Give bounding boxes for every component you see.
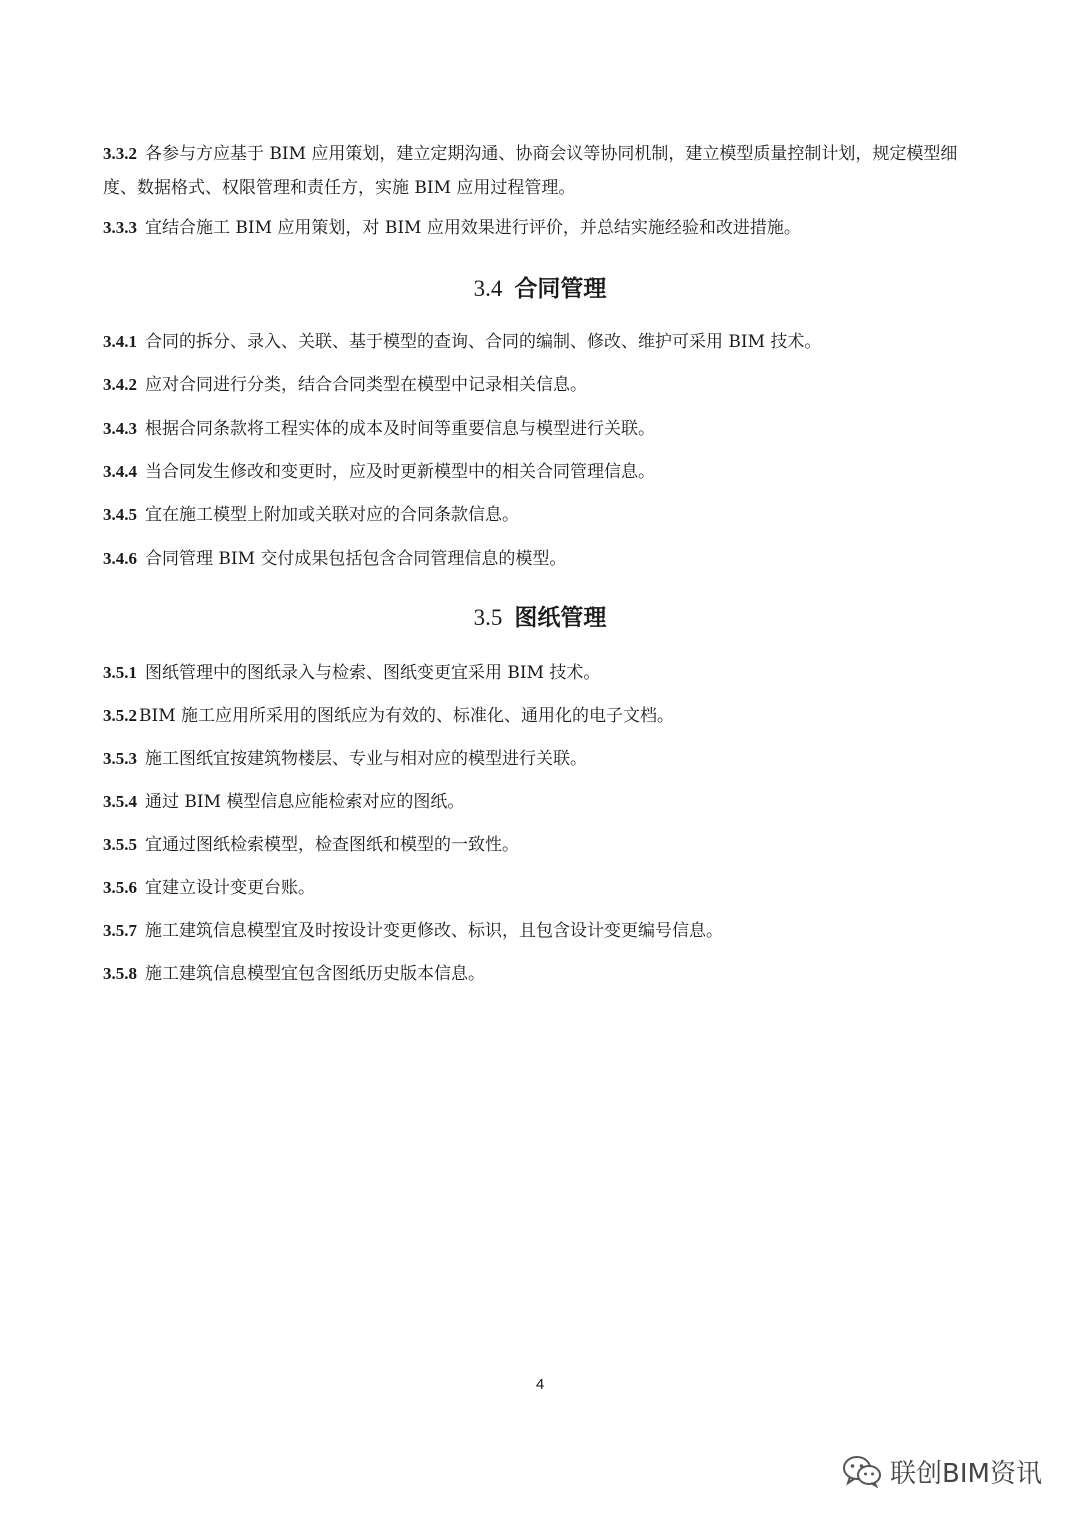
clause-text: 合同的拆分、录入、关联、基于模型的查询、合同的编制、修改、维护可采用 BIM 技术。 <box>145 332 822 352</box>
clause-number: 3.4.3 <box>103 419 137 438</box>
clause-number: 3.5.7 <box>103 921 137 940</box>
clause-3-5-8 <box>103 957 983 991</box>
section-number: 3.5 <box>473 605 503 630</box>
clause-text: 施工建筑信息模型宜包含图纸历史版本信息。 <box>145 964 485 984</box>
clause-number: 3.3.3 <box>103 218 137 237</box>
clause-number: 3.5.2 <box>103 706 137 725</box>
clause-number: 3.4.1 <box>103 332 137 351</box>
clause-3-3-3 <box>103 211 983 245</box>
clause-text: 宜建立设计变更台账。 <box>145 878 315 898</box>
clause-number: 3.4.5 <box>103 505 137 524</box>
clause-number: 3.5.8 <box>103 964 137 983</box>
clause-text: 图纸管理中的图纸录入与检索、图纸变更宜采用 BIM 技术。 <box>145 663 601 683</box>
clause-number: 3.4.4 <box>103 462 137 481</box>
clause-3-4-6 <box>103 542 983 576</box>
clause-text: BIM 施工应用所采用的图纸应为有效的、标准化、通用化的电子文档。 <box>139 706 675 726</box>
clause-text: 应对合同进行分类，结合合同类型在模型中记录相关信息。 <box>145 375 587 395</box>
clause-number: 3.5.5 <box>103 835 137 854</box>
clause-3-5-2 <box>103 699 983 733</box>
clause-3-4-2 <box>103 368 983 402</box>
section-title: 图纸管理 <box>514 605 607 631</box>
clause-3-4-5 <box>103 498 983 532</box>
section-title: 合同管理 <box>514 276 607 302</box>
clause-number: 3.4.6 <box>103 549 137 568</box>
clause-3-4-4 <box>103 455 983 489</box>
clause-text: 根据合同条款将工程实体的成本及时间等重要信息与模型进行关联。 <box>145 419 655 439</box>
section-heading-3-5 <box>0 599 1080 632</box>
clause-3-5-3 <box>103 742 983 776</box>
clause-3-5-4 <box>103 785 983 819</box>
watermark-text: 联创BIM资讯 <box>890 1458 1042 1489</box>
clause-text: 施工建筑信息模型宜及时按设计变更修改、标识，且包含设计变更编号信息。 <box>145 921 723 941</box>
clause-3-3-2 <box>103 137 983 205</box>
clause-3-5-5 <box>103 828 983 862</box>
clause-text: 通过 BIM 模型信息应能检索对应的图纸。 <box>145 792 465 812</box>
clause-number: 3.4.2 <box>103 375 137 394</box>
clause-3-5-6 <box>103 871 983 905</box>
section-heading-3-4 <box>0 270 1080 303</box>
clause-number: 3.5.6 <box>103 878 137 897</box>
clause-text: 宜通过图纸检索模型，检查图纸和模型的一致性。 <box>145 835 519 855</box>
wechat-icon <box>842 1454 882 1488</box>
clause-3-5-1 <box>103 656 983 690</box>
clause-number: 3.5.3 <box>103 749 137 768</box>
clause-text: 宜结合施工 BIM 应用策划，对 BIM 应用效果进行评价，并总结实施经验和改进措施。 <box>145 218 801 238</box>
clause-number: 3.5.1 <box>103 663 137 682</box>
clause-number: 3.3.2 <box>103 144 137 163</box>
clause-number: 3.5.4 <box>103 792 137 811</box>
clause-3-4-1 <box>103 325 983 359</box>
clause-text: 施工图纸宜按建筑物楼层、专业与相对应的模型进行关联。 <box>145 749 587 769</box>
watermark <box>842 1449 1042 1493</box>
section-number: 3.4 <box>473 276 503 301</box>
page-number: 4 <box>535 1376 545 1393</box>
clause-text: 当合同发生修改和变更时，应及时更新模型中的相关合同管理信息。 <box>145 462 655 482</box>
clause-text: 各参与方应基于 BIM 应用策划，建立定期沟通、协商会议等协同机制，建立模型质量控制计划，规定模型细度、数据格式、权限管理和责任方，实施 BIM 应用过程管理。 <box>103 144 958 198</box>
clause-3-5-7 <box>103 914 983 948</box>
clause-text: 合同管理 BIM 交付成果包括包含合同管理信息的模型。 <box>145 549 567 569</box>
clause-3-4-3 <box>103 412 983 446</box>
clause-text: 宜在施工模型上附加或关联对应的合同条款信息。 <box>145 505 519 525</box>
